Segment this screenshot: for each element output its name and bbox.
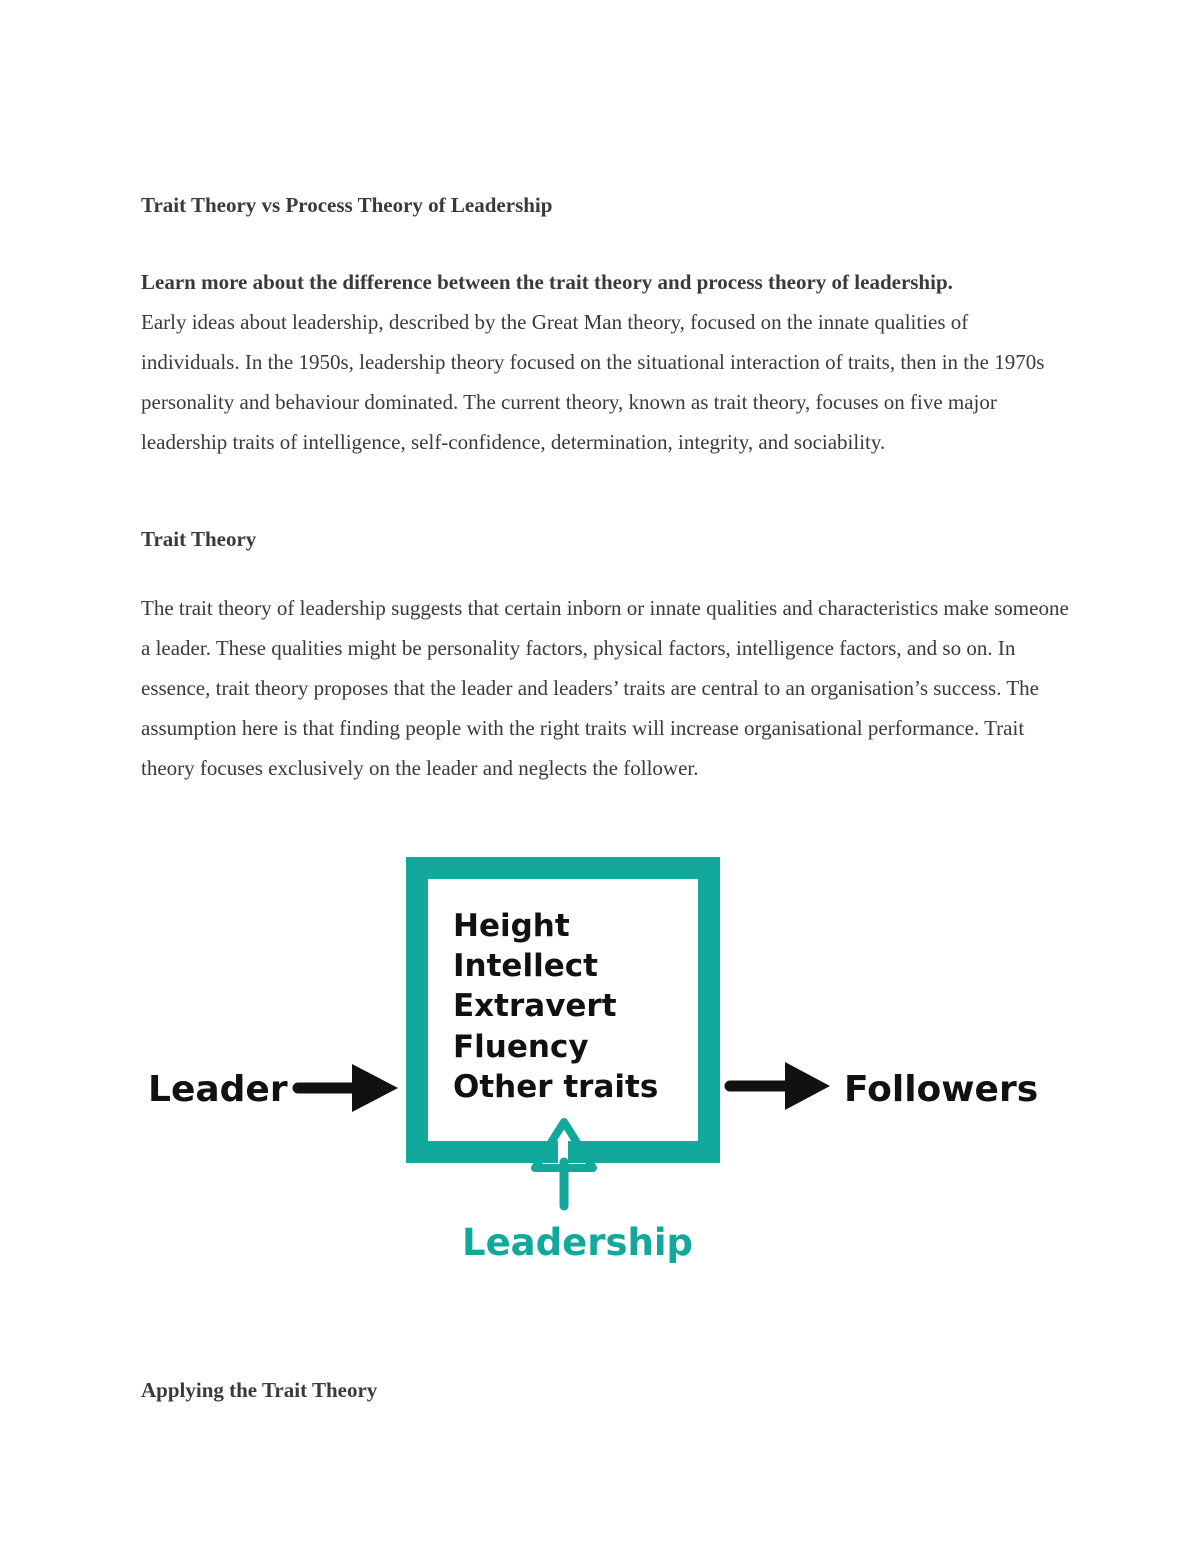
- leader-label: Leader: [148, 1069, 288, 1110]
- arrow-right-icon: [730, 1062, 830, 1110]
- intro-paragraph: [141, 262, 1071, 462]
- diagram-svg: [130, 850, 1050, 1280]
- followers-label: Followers: [844, 1069, 1039, 1110]
- trait-item: Extravert: [453, 988, 617, 1024]
- leadership-label: Leadership: [462, 1221, 693, 1264]
- arrow-up-icon: [535, 1122, 593, 1206]
- trait-theory-heading: Trait Theory: [141, 527, 257, 551]
- trait-item: Other traits: [453, 1069, 659, 1105]
- arrow-right-icon: [298, 1064, 398, 1112]
- trait-item: Fluency: [453, 1029, 589, 1065]
- trait-theory-diagram: [130, 850, 1050, 1280]
- document-title: Trait Theory vs Process Theory of Leadership: [141, 193, 553, 217]
- applying-trait-theory-heading: Applying the Trait Theory: [141, 1378, 378, 1402]
- trait-item: Height: [453, 908, 570, 944]
- trait-theory-paragraph: The trait theory of leadership suggests that certain inborn or innate qualities and characteristics make someone a leader. These qualities might be personality factors, physical factors, intelligence factors, and so on. In essence, trait theory proposes that the leader and leaders’ traits are central to an organisation’s success. The assumption here is that finding people with the right traits will increase organisational performance. Trait theory focuses exclusively on the leader and neglects the follower.: [141, 596, 1069, 780]
- intro-lead: Learn more about the difference between the trait theory and process theory of leadership.: [141, 270, 953, 294]
- intro-body: Early ideas about leadership, described by the Great Man theory, focused on the innate qualities of individuals. In the 1950s, leadership theory focused on the situational interaction of traits, then in the 1970s personality and behaviour dominated. The current theory, known as trait theory, focuses on five major leadership traits of intelligence, self-confidence, determination, integrity, and sociability.: [141, 310, 1045, 454]
- trait-item: Intellect: [453, 948, 598, 984]
